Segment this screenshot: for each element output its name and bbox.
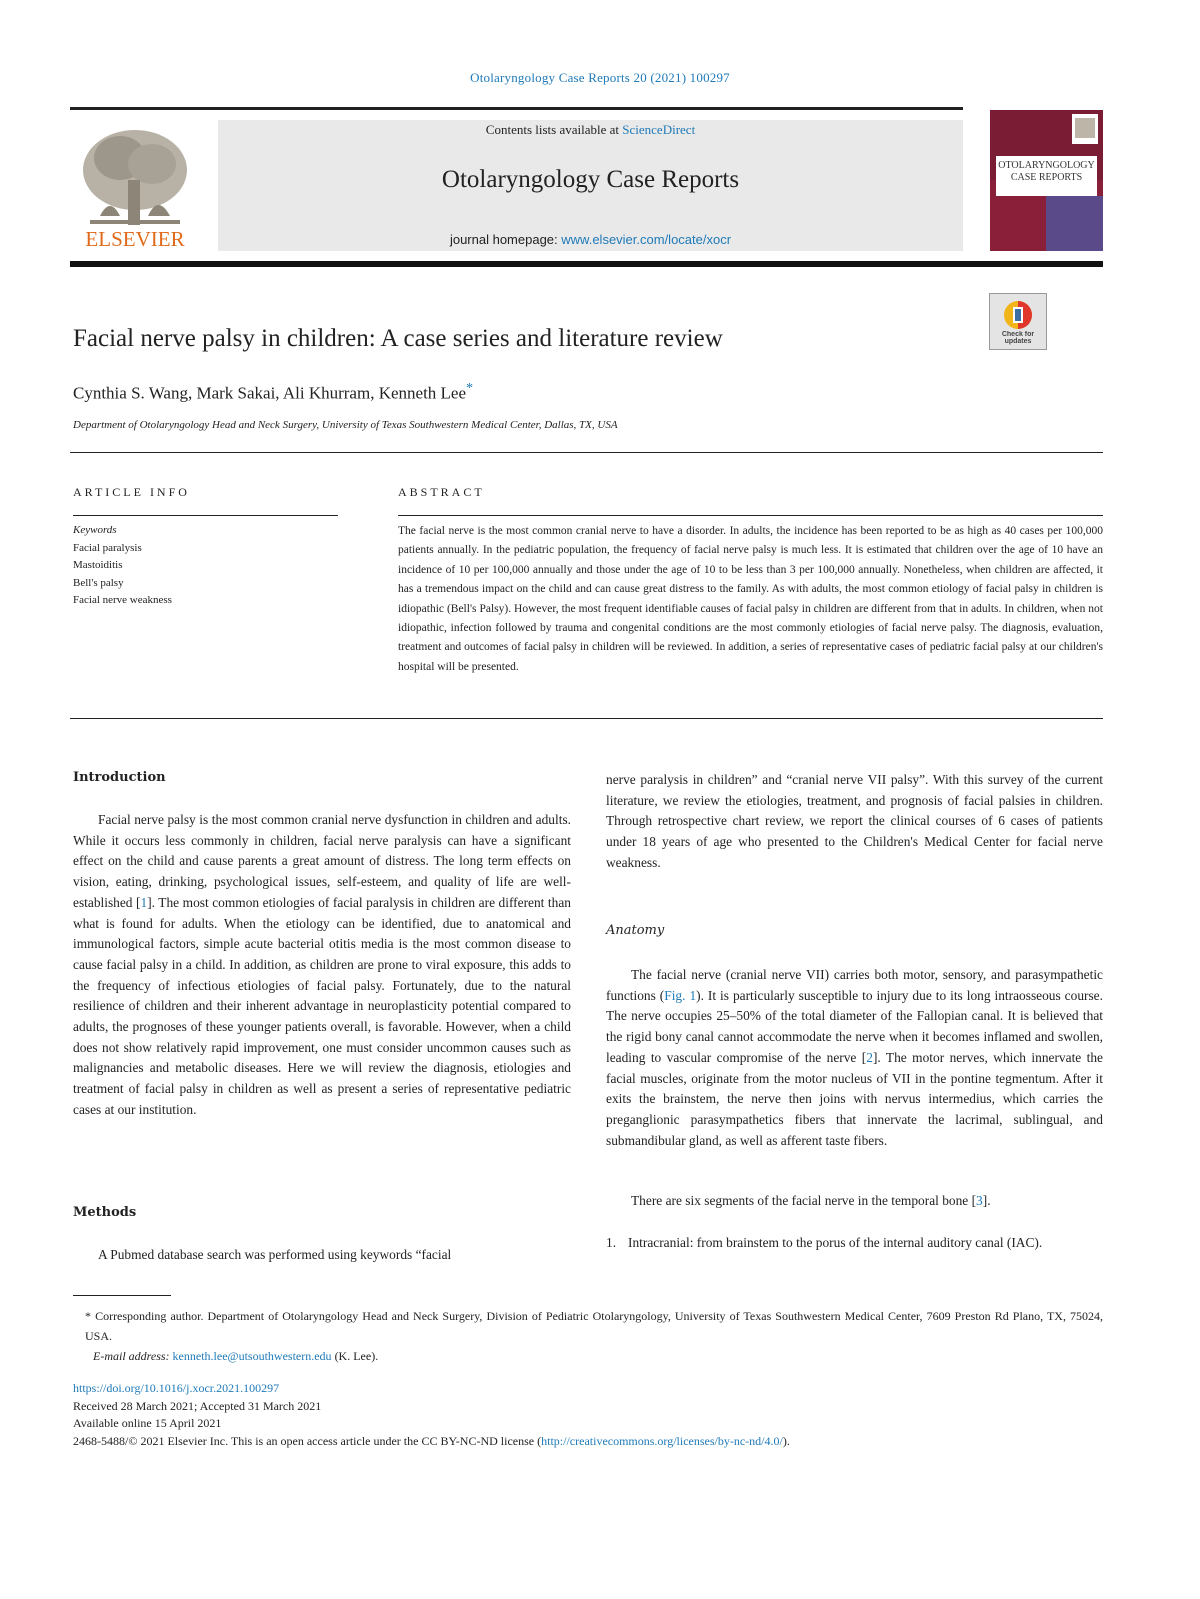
- citation-link[interactable]: 1: [140, 894, 148, 910]
- doi-link[interactable]: https://doi.org/10.1016/j.xocr.2021.100297: [73, 1381, 280, 1395]
- anatomy-text-a: The facial nerve (cranial nerve VII) carries both motor, sensory, and parasympathetic functions (: [606, 967, 1103, 1003]
- email-suffix: (K. Lee).: [334, 1349, 379, 1363]
- abstract-text: The facial nerve is the most common cranial nerve to have a disorder. In adults, the incidence has been reported to be as high as 40 cases per 100,000 patients annually. In the pediatric population, the frequency of facial nerve palsy is much less. It is estimated that children over the age of 10 have an incidence of 10 per 100,000 annually and those under the age of 10 to be less than 3 per 100,000 annually. Nonetheless, when children are affected, it has a tremendous impact on the child and can cause great distress to the family. As with adults, the most common etiology of facial palsy in children is idiopathic (Bell's Palsy). However, the most frequent identifiable causes of facial palsy in children are different from that in adults. In children, when not idiopathic, infection followed by trauma and congenital conditions are the most commonly etiologies of facial nerve palsy. The diagnosis, evaluation, treatment and outcomes of facial palsy in children will be reviewed. In addition, a series of representative cases of pediatric facial palsy at our children's hospital will be presented.: [398, 525, 1103, 673]
- footnote-rule: [73, 1295, 171, 1296]
- abstract-heading: ABSTRACT: [398, 485, 485, 499]
- homepage-line: [218, 232, 963, 247]
- article-meta: [73, 1380, 1103, 1450]
- footnote-mark: *: [85, 1309, 91, 1323]
- article-title: Facial nerve palsy in children: A case series and literature review: [73, 325, 723, 352]
- methods-continued-paragraph: [606, 770, 1103, 874]
- affiliation: Department of Otolaryngology Head and Neck Surgery, University of Texas Southwestern Medical Center, Dallas, TX, USA: [73, 419, 618, 431]
- article-info-rule: [73, 515, 338, 516]
- email-link[interactable]: kenneth.lee@utsouthwestern.edu: [172, 1349, 332, 1363]
- received-dates: Received 28 March 2021; Accepted 31 March 2021: [73, 1398, 322, 1413]
- citation-link[interactable]: 3: [976, 1193, 983, 1208]
- keyword-item: Facial paralysis: [73, 541, 142, 554]
- cover-title: OTOLARYNGOLOGY CASE REPORTS: [998, 160, 1095, 183]
- contents-line: [218, 122, 963, 138]
- list-number: 1.: [606, 1235, 617, 1250]
- affiliation-rule: [70, 452, 1103, 453]
- homepage-link[interactable]: www.elsevier.com/locate/xocr: [561, 232, 732, 247]
- corresponding-author-mark[interactable]: *: [466, 380, 474, 396]
- introduction-heading: Introduction: [73, 770, 166, 785]
- sciencedirect-link[interactable]: ScienceDirect: [622, 122, 696, 137]
- license-line: [73, 1433, 1103, 1451]
- list-text: Intracranial: from brainstem to the porus of the internal auditory canal (IAC).: [628, 1235, 1043, 1250]
- elsevier-logo: [70, 120, 200, 250]
- check-updates-label: Check for updates: [1001, 331, 1035, 345]
- svg-text:ELSEVIER: ELSEVIER: [85, 227, 185, 250]
- email-footnote: [73, 1346, 1103, 1366]
- keyword-item: Mastoiditis: [73, 559, 123, 571]
- contents-prefix: Contents lists available at: [485, 122, 623, 137]
- keyword-item: Facial nerve weakness: [73, 594, 172, 606]
- methods-text: A Pubmed database search was performed using keywords “facial: [98, 1247, 452, 1262]
- segments-text-b: ].: [982, 1193, 991, 1208]
- corresponding-text: Corresponding author. Department of Otolaryngology Head and Neck Surgery, Division of Pediatric Otolaryngology, University of Texas Southwestern Medical Center, 7609 Preston Rd Plano, TX, 75024, USA.: [85, 1309, 1104, 1343]
- journal-name: Otolaryngology Case Reports: [441, 166, 740, 193]
- methods-heading: Methods: [73, 1205, 137, 1220]
- authors-text: Cynthia S. Wang, Mark Sakai, Ali Khurram, Kenneth Lee: [73, 383, 467, 403]
- segments-text-a: There are six segments of the facial nerve in the temporal bone [: [631, 1193, 977, 1208]
- introduction-paragraph: [73, 810, 571, 1121]
- anatomy-heading: Anatomy: [606, 923, 665, 938]
- methods-continued-text: nerve paralysis in children” and “cranial nerve VII palsy”. With this survey of the current literature, we review the etiologies, treatment, and prognosis of facial palsies in children. Through retrospective chart review, we report the clinical courses of 6 cases of patients under 18 years of age who presented to the Children's Medical Center for facial nerve weakness.: [606, 772, 1103, 870]
- abstract-end-rule: [70, 718, 1103, 719]
- check-for-updates-badge[interactable]: [989, 293, 1047, 350]
- list-item: [606, 1233, 1103, 1254]
- figure-link[interactable]: Fig. 1: [664, 987, 697, 1003]
- intro-text-b: ]. The most common etiologies of facial paralysis in children are different than what is found for adults. When the etiology can be identified, due to anatomical and immunological factors, simple acute bacterial otitis media is the most common disease to cause facial palsy in a child. In addition, as children are prone to viral exposure, this adds to the frequency of infectious etiologies of facial palsy. Fortunately, due to the natural resilience of children and their inherent advantage in neuroplasticity potential compared to adults, the prognoses of these younger patients overall, is favorable. However, when a child does not show relatively rapid improvement, one must consider uncommon causes such as malignancies and metabolic diseases. Here we will review the diagnosis, etiologies and treatment of facial palsy in children as well as present a series of representative pediatric cases at our institution.: [73, 894, 571, 1117]
- license-text-b: ).: [782, 1433, 790, 1448]
- intro-text-a: Facial nerve palsy is the most common cranial nerve dysfunction in children and adults. While it occurs less commonly in children, facial nerve paralysis can have a significant effect on the child and cause parents a great amount of distress. The long term effects on vision, eating, drinking, psychological issues, self-esteem, and quality of life are well-established [: [73, 812, 571, 910]
- keywords-label: Keywords: [73, 524, 117, 536]
- methods-paragraph: [73, 1245, 571, 1266]
- anatomy-text-b: ). It is particularly susceptible to injury due to its long intraosseous course. The nerve occupies 25–50% of the total diameter of the Fallopian canal. It is believed that the rigid bony canal cannot accommodate the nerve when it becomes inflamed and swollen, leading to vascular compromise of the nerve [: [606, 987, 1103, 1065]
- keywords-block: [73, 522, 172, 610]
- license-link[interactable]: http://creativecommons.org/licenses/by-nc-nd/4.0/: [541, 1433, 783, 1448]
- journal-reference[interactable]: Otolaryngology Case Reports 20 (2021) 100297: [470, 70, 730, 85]
- author-list: [73, 380, 473, 404]
- abstract-rule: [398, 515, 1103, 516]
- segments-paragraph: [606, 1191, 1103, 1212]
- journal-cover-image: [990, 110, 1103, 251]
- email-label: E-mail address:: [93, 1349, 170, 1363]
- anatomy-text-c: ]. The motor nerves, which innervate the facial muscles, originate from the motor nucleus of VII in the pontine tegmentum. After it exits the brainstem, the nerve then joins with nervus intermedius, which carries the preganglionic parasympathetics fibers that innervate the lacrimal, sublingual, and submandibular gland, as well as afferent taste fibers.: [606, 1049, 1103, 1148]
- keyword-item: Bell's palsy: [73, 576, 124, 589]
- header-top-rule: [70, 107, 963, 110]
- license-text-a: 2468-5488/© 2021 Elsevier Inc. This is an open access article under the CC BY-NC-ND license (: [73, 1433, 542, 1448]
- anatomy-paragraph: [606, 965, 1103, 1151]
- homepage-prefix: journal homepage:: [449, 232, 562, 247]
- footnotes: [73, 1306, 1103, 1366]
- citation-link[interactable]: 2: [866, 1049, 873, 1065]
- article-info-heading: ARTICLE INFO: [73, 485, 190, 499]
- corresponding-author-footnote: [73, 1306, 1103, 1346]
- available-online: Available online 15 April 2021: [73, 1416, 222, 1430]
- header-bottom-rule: [70, 261, 1103, 267]
